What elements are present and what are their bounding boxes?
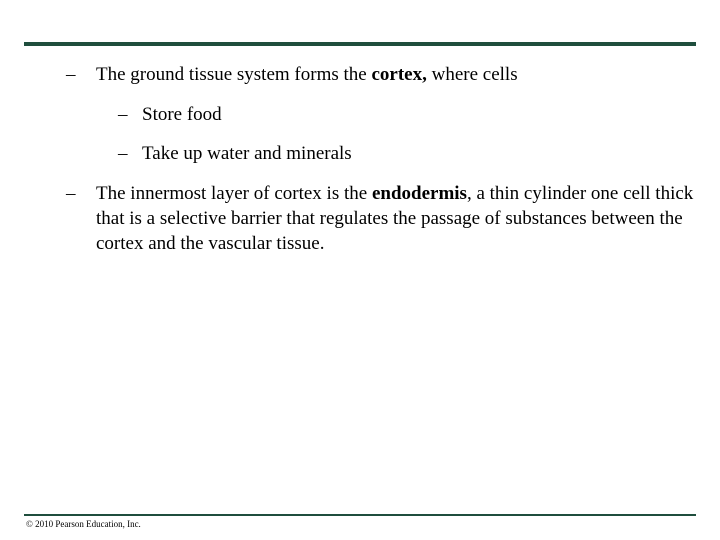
bullet-text: Take up water and minerals (142, 143, 352, 164)
top-divider-rule (24, 42, 696, 46)
bullet-dash: – (66, 64, 76, 85)
sub-bullet-store-food (118, 102, 682, 127)
bullet-text (96, 62, 696, 87)
bullet-ground-tissue (66, 62, 696, 87)
bullet-dash: – (118, 104, 128, 125)
bullet-text-lead: The innermost layer of cortex is the (96, 183, 372, 204)
bullet-text-tail: , a thin cylinder one cell thick that is a selective barrier that regulates the passage of substances between the cortex and the vascular tissue. (96, 183, 694, 254)
bullet-text: Store food (142, 104, 222, 125)
bottom-divider-rule (24, 514, 696, 516)
term-endodermis: endodermis (371, 183, 467, 204)
copyright-footer: © 2010 Pearson Education, Inc. (26, 519, 141, 529)
bullet-text (96, 181, 696, 256)
term-cortex: cortex, (371, 64, 427, 85)
bullet-text-tail: where cells (426, 64, 518, 85)
bullet-endodermis (66, 181, 696, 256)
bullet-dash: – (118, 143, 128, 164)
bullet-dash: – (66, 183, 76, 204)
sub-bullet-water-minerals (118, 141, 682, 166)
bullet-text-lead: The ground tissue system forms the (96, 64, 372, 85)
